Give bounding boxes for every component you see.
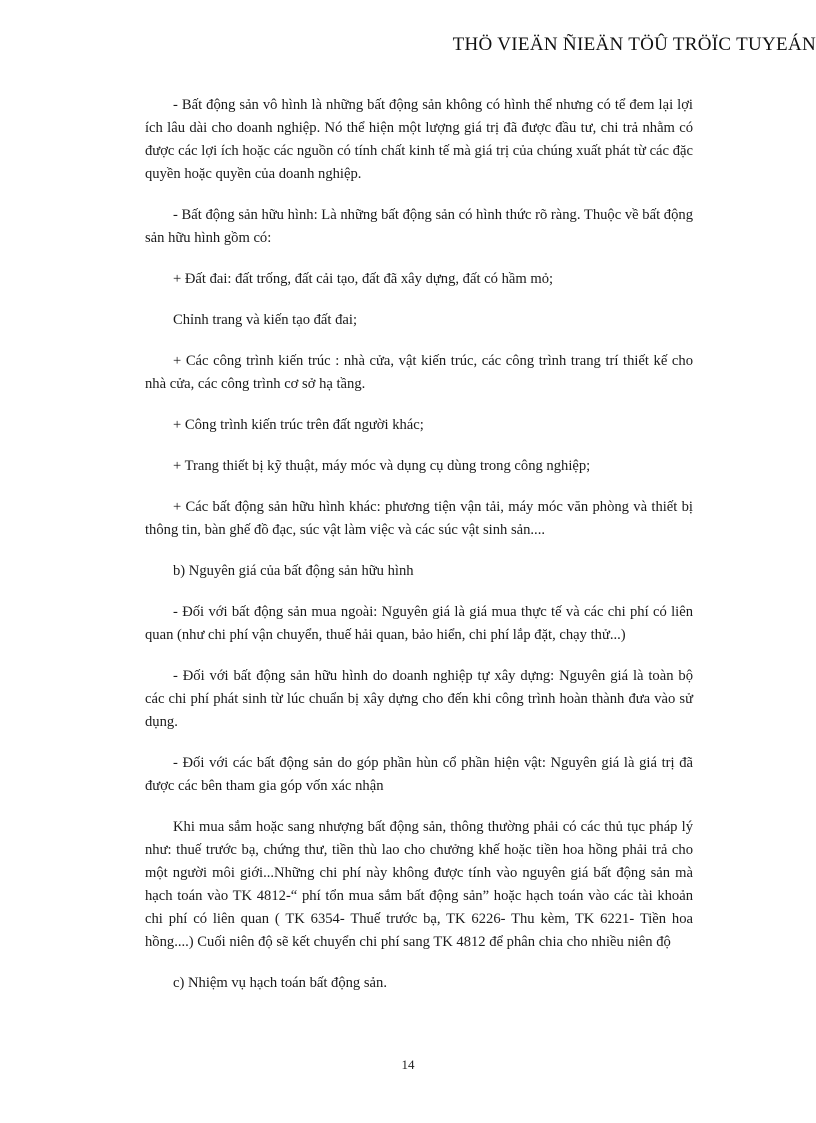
list-item-other-tangible: + Các bất động sản hữu hình khác: phương tiện vận tải, máy móc văn phòng và thiết bị thông tin, bàn ghế đồ đạc, súc vật làm việc và các súc vật sinh sản.... (145, 499, 693, 538)
paragraph-self-built-cost: - Đối với bất động sản hữu hình do doanh nghiệp tự xây dựng: Nguyên giá là toàn bộ các chi phí phát sinh từ lúc chuẩn bị xây dựng cho đến khi công trình hoàn thành đưa vào sử dụng. (145, 668, 693, 730)
list-item-buildings: + Các công trình kiến trúc : nhà cửa, vật kiến trúc, các công trình trang trí thiết kế cho nhà cửa, các công trình cơ sở hạ tầng. (145, 353, 693, 392)
section-heading-b: b) Nguyên giá của bất động sản hữu hình (173, 563, 414, 579)
paragraph-intangible-real-estate: - Bất động sản vô hình là những bất động sản không có hình thể nhưng có tể đem lại lợi ích lâu dài cho doanh nghiệp. Nó thể hiện một lượng giá trị đã được đầu tư, chi trả nhằm có được các lợi ích hoặc các nguồn có tính chất kinh tế mà giá trị của chúng xuất phát từ các đặc quyền hoặc quyền của doanh nghiệp. (145, 97, 693, 182)
document-body (145, 94, 693, 1013)
list-item-equipment: + Trang thiết bị kỹ thuật, máy móc và dụng cụ dùng trong công nghiệp; (173, 458, 591, 474)
paragraph-purchased-cost: - Đối với bất động sản mua ngoài: Nguyên giá là giá mua thực tế và các chi phí có liên quan (như chi phí vận chuyển, thuế hải quan, bảo hiển, chi phí lắp đặt, chạy thử...) (145, 604, 693, 643)
page-header-title: THÖ VIEÄN ÑIEÄN TÖÛ TRÖÏC TUYEÁN (452, 34, 816, 55)
paragraph-tangible-real-estate: - Bất động sản hữu hình: Là những bất động sản có hình thức rõ ràng. Thuộc về bất động sản hữu hình gồm có: (145, 207, 693, 246)
paragraph-acquisition-expenses: Khi mua sắm hoặc sang nhượng bất động sản, thông thường phải có các thủ tục pháp lý như: thuế trước bạ, chứng thư, tiền thù lao cho chưởng khế hoặc tiền hoa hồng phải trả cho một người môi giới...Những chi phí này không được tính vào nguyên giá bất động sản mà hạch toán vào TK 4812-“ phí tổn mua sắm bất động sản” hoặc hạch toán vào các tài khoản chi phí có liên quan ( TK 6354- Thuế trước bạ, TK 6226- Thu kèm, TK 6221- Tiền hoa hồng....) Cuối niên độ sẽ kết chuyển chi phí sang TK 4812 để phân chia cho nhiều niên độ (145, 819, 693, 950)
paragraph-contributed-cost: - Đối với các bất động sản do góp phần hùn cổ phần hiện vật: Nguyên giá là giá trị đã được các bên tham gia góp vốn xác nhận (145, 755, 693, 794)
list-item-land: + Đất đai: đất trống, đất cải tạo, đất đã xây dựng, đất có hầm mỏ; (173, 271, 554, 287)
section-heading-c: c) Nhiệm vụ hạch toán bất động sản. (173, 975, 387, 991)
list-item-buildings-on-others-land: + Công trình kiến trúc trên đất người khác; (173, 417, 424, 433)
list-item-land-improvement: Chỉnh trang và kiến tạo đất đai; (173, 312, 357, 328)
page-number: 14 (401, 1057, 415, 1072)
